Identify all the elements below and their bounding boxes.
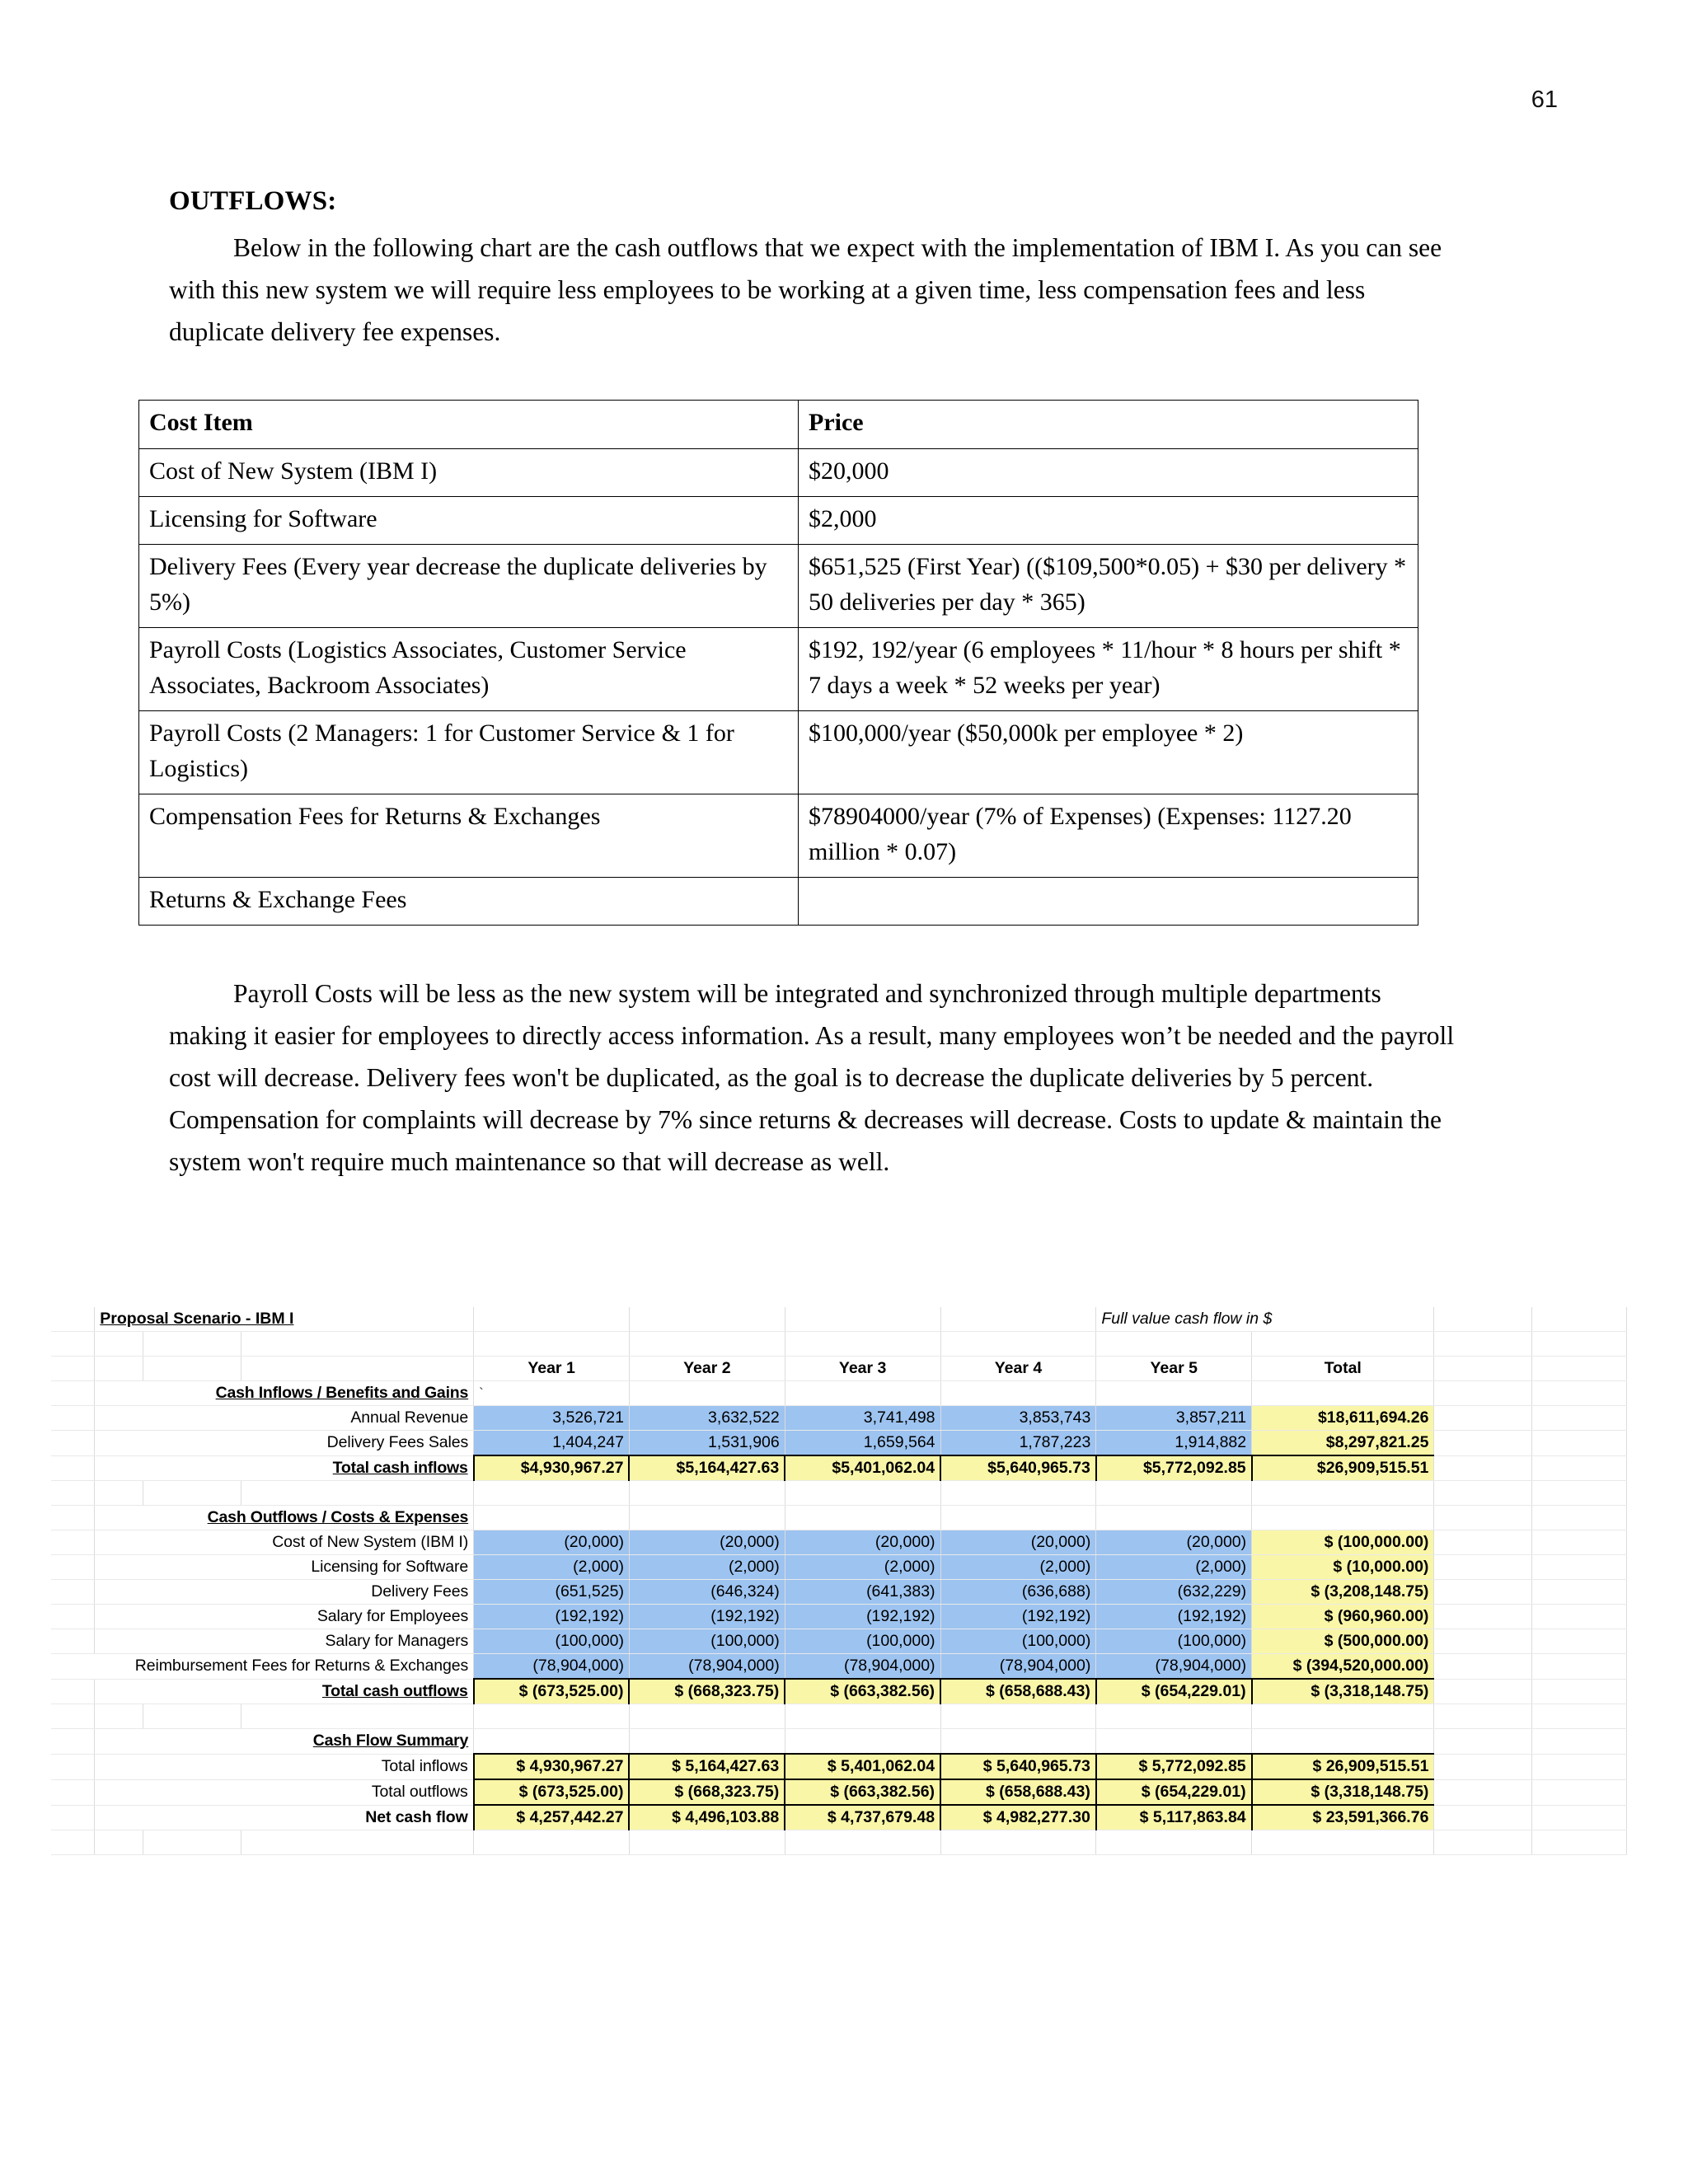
sheet-cell-empty bbox=[629, 1481, 785, 1506]
sheet-cell-empty bbox=[1532, 1332, 1627, 1357]
sheet-cell-empty bbox=[1096, 1481, 1252, 1506]
column-header-cost-item: Cost Item bbox=[139, 401, 799, 449]
cost-item-price-table bbox=[138, 400, 1418, 926]
outflows-section bbox=[169, 188, 1461, 353]
row-label-salary-for-employees: Salary for Employees bbox=[95, 1605, 474, 1629]
cell-summary-total-outflows-year-5: $ (654,229.01) bbox=[1096, 1779, 1252, 1805]
sheet-cell-empty bbox=[629, 1307, 785, 1332]
sheet-cell-empty bbox=[51, 1506, 95, 1530]
column-header-total: Total bbox=[1252, 1357, 1434, 1381]
cell-delivery-fees-sales-year-2: 1,531,906 bbox=[629, 1431, 785, 1456]
cell-total-cash-outflows-year-5: $ (654,229.01) bbox=[1096, 1679, 1252, 1704]
sheet-cell-empty bbox=[1532, 1629, 1627, 1654]
sheet-cell-empty bbox=[95, 1357, 143, 1381]
cell-net-cash-flow-year-5: $ 5,117,863.84 bbox=[1096, 1805, 1252, 1830]
cell-delivery-fees-sales-year-5: 1,914,882 bbox=[1096, 1431, 1252, 1456]
section-heading: OUTFLOWS: bbox=[169, 186, 337, 216]
sheet-cell-empty bbox=[1434, 1357, 1532, 1381]
price-cell: $78904000/year (7% of Expenses) (Expenses: 1127.20 million * 0.07) bbox=[799, 794, 1418, 878]
cell-total-cash-outflows-year-1: $ (673,525.00) bbox=[474, 1679, 630, 1704]
cell-total-cash-outflows-year-4: $ (658,688.43) bbox=[940, 1679, 1096, 1704]
sheet-cell-empty bbox=[785, 1830, 940, 1855]
sheet-cell-empty bbox=[474, 1332, 630, 1357]
intro-paragraph bbox=[169, 227, 1461, 353]
sheet-cell-empty bbox=[51, 1704, 95, 1729]
column-header-year-4: Year 4 bbox=[940, 1357, 1096, 1381]
sheet-cell-empty bbox=[1532, 1805, 1627, 1830]
sheet-cell-empty bbox=[1434, 1381, 1532, 1406]
cell-net-cash-flow-year-1: $ 4,257,442.27 bbox=[474, 1805, 630, 1830]
sheet-cell-empty bbox=[1434, 1455, 1532, 1481]
sheet-summary-row bbox=[51, 1754, 1627, 1779]
sheet-blank-row bbox=[51, 1704, 1627, 1729]
sheet-cell-empty bbox=[51, 1830, 95, 1855]
sheet-cell-empty bbox=[95, 1704, 143, 1729]
table-row bbox=[139, 794, 1418, 878]
column-header-year-2: Year 2 bbox=[629, 1357, 785, 1381]
sheet-cell-empty bbox=[1434, 1555, 1532, 1580]
table-row bbox=[139, 449, 1418, 497]
cash-flow-spreadsheet bbox=[51, 1307, 1627, 1855]
cell-cost-of-new-system-year-2: (20,000) bbox=[629, 1530, 785, 1555]
sheet-cell-empty bbox=[241, 1704, 473, 1729]
price-cell: $20,000 bbox=[799, 449, 1418, 497]
sheet-cell-empty bbox=[1096, 1332, 1252, 1357]
sheet-cell-empty bbox=[51, 1805, 95, 1830]
sheet-cell-empty bbox=[785, 1481, 940, 1506]
column-header-year-1: Year 1 bbox=[474, 1357, 630, 1381]
sheet-cell-empty bbox=[1532, 1357, 1627, 1381]
sheet-cell-empty bbox=[1532, 1381, 1627, 1406]
cell-summary-total-inflows-year-2: $ 5,164,427.63 bbox=[629, 1754, 785, 1779]
closing-section bbox=[169, 972, 1465, 1183]
sheet-cell-empty bbox=[1434, 1779, 1532, 1805]
sheet-cell-empty bbox=[1532, 1605, 1627, 1629]
sheet-cell-empty bbox=[629, 1729, 785, 1755]
sheet-cell-empty bbox=[1096, 1506, 1252, 1530]
column-header-year-3: Year 3 bbox=[785, 1357, 940, 1381]
sheet-cell-empty bbox=[1532, 1455, 1627, 1481]
row-label-cost-of-new-system: Cost of New System (IBM I) bbox=[95, 1530, 474, 1555]
sheet-cell-empty bbox=[940, 1481, 1096, 1506]
sheet-cell-empty bbox=[143, 1357, 241, 1381]
page-number: 61 bbox=[1531, 87, 1558, 113]
cell-total-cash-inflows-year-4: $5,640,965.73 bbox=[940, 1455, 1096, 1481]
sheet-cell-empty bbox=[629, 1704, 785, 1729]
sheet-cell-empty bbox=[474, 1307, 630, 1332]
sheet-cell-empty bbox=[1532, 1431, 1627, 1456]
stray-mark: ` bbox=[474, 1381, 630, 1406]
sheet-cell-empty bbox=[1434, 1481, 1532, 1506]
sheet-note: Full value cash flow in $ bbox=[1096, 1307, 1434, 1332]
sheet-cell-empty bbox=[1252, 1704, 1434, 1729]
sheet-cell-empty bbox=[1434, 1805, 1532, 1830]
row-label-licensing-for-software: Licensing for Software bbox=[95, 1555, 474, 1580]
sheet-section-header-inflows-row bbox=[51, 1381, 1627, 1406]
table-row bbox=[139, 497, 1418, 545]
cell-summary-total-inflows-year-3: $ 5,401,062.04 bbox=[785, 1754, 940, 1779]
cell-salary-employees-year-2: (192,192) bbox=[629, 1605, 785, 1629]
sheet-blank-row bbox=[51, 1332, 1627, 1357]
sheet-cell-empty bbox=[474, 1830, 630, 1855]
sheet-cell-empty bbox=[1434, 1704, 1532, 1729]
sheet-cell-empty bbox=[51, 1629, 95, 1654]
sheet-section-header-summary-row bbox=[51, 1729, 1627, 1755]
sheet-cell-empty bbox=[51, 1729, 95, 1755]
cell-net-cash-flow-year-3: $ 4,737,679.48 bbox=[785, 1805, 940, 1830]
sheet-cell-empty bbox=[1434, 1530, 1532, 1555]
cell-annual-revenue-year-4: 3,853,743 bbox=[940, 1406, 1096, 1431]
sheet-cell-empty bbox=[629, 1506, 785, 1530]
cell-annual-revenue-year-1: 3,526,721 bbox=[474, 1406, 630, 1431]
cell-total-cash-outflows-total: $ (3,318,148.75) bbox=[1252, 1679, 1434, 1704]
sheet-cell-empty bbox=[785, 1506, 940, 1530]
cell-delivery-fees-total: $ (3,208,148.75) bbox=[1252, 1580, 1434, 1605]
sheet-cell-empty bbox=[940, 1704, 1096, 1729]
cell-salary-managers-year-3: (100,000) bbox=[785, 1629, 940, 1654]
cell-summary-total-inflows-year-1: $ 4,930,967.27 bbox=[474, 1754, 630, 1779]
sheet-cell-empty bbox=[1434, 1754, 1532, 1779]
cell-cost-of-new-system-total: $ (100,000.00) bbox=[1252, 1530, 1434, 1555]
cell-delivery-fees-year-5: (632,229) bbox=[1096, 1580, 1252, 1605]
cell-delivery-fees-year-4: (636,688) bbox=[940, 1580, 1096, 1605]
cell-total-cash-outflows-year-2: $ (668,323.75) bbox=[629, 1679, 785, 1704]
sheet-cell-empty bbox=[51, 1332, 95, 1357]
sheet-cell-empty bbox=[143, 1481, 241, 1506]
cost-item-cell: Payroll Costs (2 Managers: 1 for Customer Service & 1 for Logistics) bbox=[139, 711, 799, 794]
cell-cost-of-new-system-year-3: (20,000) bbox=[785, 1530, 940, 1555]
sheet-cell-empty bbox=[143, 1830, 241, 1855]
cell-summary-total-outflows-year-4: $ (658,688.43) bbox=[940, 1779, 1096, 1805]
sheet-data-row bbox=[51, 1530, 1627, 1555]
sheet-cell-empty bbox=[474, 1704, 630, 1729]
sheet-title: Proposal Scenario - IBM I bbox=[95, 1307, 474, 1332]
sheet-cell-empty bbox=[1252, 1506, 1434, 1530]
sheet-cell-empty bbox=[1434, 1679, 1532, 1704]
sheet-cell-empty bbox=[1532, 1530, 1627, 1555]
cost-item-cell: Payroll Costs (Logistics Associates, Customer Service Associates, Backroom Associates) bbox=[139, 628, 799, 711]
sheet-cell-empty bbox=[940, 1506, 1096, 1530]
sheet-cell-empty bbox=[1532, 1481, 1627, 1506]
cell-salary-employees-year-3: (192,192) bbox=[785, 1605, 940, 1629]
cell-delivery-fees-sales-year-4: 1,787,223 bbox=[940, 1431, 1096, 1456]
cell-reimbursement-year-2: (78,904,000) bbox=[629, 1654, 785, 1680]
cell-reimbursement-year-5: (78,904,000) bbox=[1096, 1654, 1252, 1680]
cell-reimbursement-total: $ (394,520,000.00) bbox=[1252, 1654, 1434, 1680]
row-label-total-cash-inflows: Total cash inflows bbox=[95, 1455, 474, 1481]
cell-total-cash-inflows-year-5: $5,772,092.85 bbox=[1096, 1455, 1252, 1481]
cell-cost-of-new-system-year-5: (20,000) bbox=[1096, 1530, 1252, 1555]
sheet-cell-empty bbox=[1532, 1580, 1627, 1605]
sheet-cell-empty bbox=[1252, 1729, 1434, 1755]
cell-delivery-fees-sales-year-3: 1,659,564 bbox=[785, 1431, 940, 1456]
cell-cost-of-new-system-year-4: (20,000) bbox=[940, 1530, 1096, 1555]
row-label-reimbursement-fees: Reimbursement Fees for Returns & Exchanges bbox=[51, 1654, 474, 1680]
sheet-cell-empty bbox=[143, 1332, 241, 1357]
sheet-cell-empty bbox=[785, 1381, 940, 1406]
cell-salary-managers-year-1: (100,000) bbox=[474, 1629, 630, 1654]
cell-net-cash-flow-year-4: $ 4,982,277.30 bbox=[940, 1805, 1096, 1830]
cell-licensing-total: $ (10,000.00) bbox=[1252, 1555, 1434, 1580]
sheet-data-row bbox=[51, 1406, 1627, 1431]
cell-net-cash-flow-year-2: $ 4,496,103.88 bbox=[629, 1805, 785, 1830]
cell-total-cash-outflows-year-3: $ (663,382.56) bbox=[785, 1679, 940, 1704]
sheet-cell-empty bbox=[1532, 1506, 1627, 1530]
row-label-net-cash-flow: Net cash flow bbox=[95, 1805, 474, 1830]
sheet-cell-empty bbox=[629, 1830, 785, 1855]
sheet-cell-empty bbox=[1434, 1654, 1532, 1680]
sheet-cell-empty bbox=[1532, 1679, 1627, 1704]
row-label-delivery-fees-sales: Delivery Fees Sales bbox=[95, 1431, 474, 1456]
sheet-cell-empty bbox=[1252, 1381, 1434, 1406]
row-label-total-cash-outflows: Total cash outflows bbox=[95, 1679, 474, 1704]
sheet-cell-empty bbox=[474, 1506, 630, 1530]
sheet-cell-empty bbox=[1252, 1830, 1434, 1855]
cell-licensing-year-4: (2,000) bbox=[940, 1555, 1096, 1580]
cell-total-cash-inflows-year-3: $5,401,062.04 bbox=[785, 1455, 940, 1481]
cell-licensing-year-3: (2,000) bbox=[785, 1555, 940, 1580]
sheet-cell-empty bbox=[51, 1431, 95, 1456]
sheet-cell-empty bbox=[940, 1307, 1096, 1332]
sheet-data-row bbox=[51, 1555, 1627, 1580]
section-header-outflows: Cash Outflows / Costs & Expenses bbox=[95, 1506, 474, 1530]
row-label-summary-total-inflows: Total inflows bbox=[95, 1754, 474, 1779]
sheet-summary-row bbox=[51, 1805, 1627, 1830]
row-label-summary-total-outflows: Total outflows bbox=[95, 1779, 474, 1805]
sheet-cell-empty bbox=[1532, 1754, 1627, 1779]
sheet-cell-empty bbox=[51, 1455, 95, 1481]
sheet-blank-row bbox=[51, 1830, 1627, 1855]
sheet-total-row bbox=[51, 1679, 1627, 1704]
cell-delivery-fees-sales-total: $8,297,821.25 bbox=[1252, 1431, 1434, 1456]
cell-annual-revenue-year-2: 3,632,522 bbox=[629, 1406, 785, 1431]
sheet-data-row bbox=[51, 1431, 1627, 1456]
sheet-data-row bbox=[51, 1654, 1627, 1680]
cost-item-cell: Licensing for Software bbox=[139, 497, 799, 545]
sheet-cell-empty bbox=[51, 1580, 95, 1605]
cell-delivery-fees-year-2: (646,324) bbox=[629, 1580, 785, 1605]
sheet-cell-empty bbox=[51, 1481, 95, 1506]
cell-salary-managers-year-5: (100,000) bbox=[1096, 1629, 1252, 1654]
cell-total-cash-inflows-year-2: $5,164,427.63 bbox=[629, 1455, 785, 1481]
cost-item-cell: Returns & Exchange Fees bbox=[139, 878, 799, 926]
sheet-total-row bbox=[51, 1455, 1627, 1481]
cell-reimbursement-year-3: (78,904,000) bbox=[785, 1654, 940, 1680]
sheet-cell-empty bbox=[1532, 1307, 1627, 1332]
sheet-title-row bbox=[51, 1307, 1627, 1332]
cost-item-cell: Cost of New System (IBM I) bbox=[139, 449, 799, 497]
column-header-price: Price bbox=[799, 401, 1418, 449]
intro-paragraph-text: Below in the following chart are the cash outflows that we expect with the implementation of IBM I. As you can see with this new system we will require less employees to be working at a given time, less compensation fees and less duplicate delivery fee expenses. bbox=[169, 233, 1442, 346]
cell-delivery-fees-sales-year-1: 1,404,247 bbox=[474, 1431, 630, 1456]
sheet-cell-empty bbox=[1096, 1704, 1252, 1729]
sheet-data-row bbox=[51, 1580, 1627, 1605]
sheet-cell-empty bbox=[1434, 1605, 1532, 1629]
sheet-data-row bbox=[51, 1629, 1627, 1654]
sheet-cell-empty bbox=[629, 1332, 785, 1357]
section-header-inflows: Cash Inflows / Benefits and Gains bbox=[95, 1381, 474, 1406]
sheet-cell-empty bbox=[940, 1381, 1096, 1406]
sheet-cell-empty bbox=[1532, 1729, 1627, 1755]
cell-reimbursement-year-4: (78,904,000) bbox=[940, 1654, 1096, 1680]
cell-annual-revenue-year-3: 3,741,498 bbox=[785, 1406, 940, 1431]
table-row bbox=[139, 878, 1418, 926]
price-cell: $100,000/year ($50,000k per employee * 2) bbox=[799, 711, 1418, 794]
sheet-cell-empty bbox=[474, 1729, 630, 1755]
cell-total-cash-inflows-total: $26,909,515.51 bbox=[1252, 1455, 1434, 1481]
sheet-cell-empty bbox=[1434, 1629, 1532, 1654]
sheet-cell-empty bbox=[1532, 1779, 1627, 1805]
sheet-cell-empty bbox=[785, 1332, 940, 1357]
table-row bbox=[139, 628, 1418, 711]
sheet-cell-empty bbox=[940, 1729, 1096, 1755]
cell-salary-managers-total: $ (500,000.00) bbox=[1252, 1629, 1434, 1654]
sheet-cell-empty bbox=[1434, 1506, 1532, 1530]
sheet-cell-empty bbox=[1434, 1406, 1532, 1431]
sheet-cell-empty bbox=[1252, 1332, 1434, 1357]
cell-licensing-year-1: (2,000) bbox=[474, 1555, 630, 1580]
price-cell bbox=[799, 878, 1418, 926]
cell-summary-total-outflows-year-3: $ (663,382.56) bbox=[785, 1779, 940, 1805]
sheet-cell-empty bbox=[629, 1381, 785, 1406]
cost-item-cell: Delivery Fees (Every year decrease the duplicate deliveries by 5%) bbox=[139, 545, 799, 628]
cell-summary-total-inflows-year-5: $ 5,772,092.85 bbox=[1096, 1754, 1252, 1779]
sheet-cell-empty bbox=[1434, 1332, 1532, 1357]
table-row bbox=[139, 711, 1418, 794]
cell-salary-managers-year-2: (100,000) bbox=[629, 1629, 785, 1654]
price-cell: $2,000 bbox=[799, 497, 1418, 545]
sheet-cell-empty bbox=[51, 1605, 95, 1629]
cell-cost-of-new-system-year-1: (20,000) bbox=[474, 1530, 630, 1555]
cell-total-cash-inflows-year-1: $4,930,967.27 bbox=[474, 1455, 630, 1481]
section-header-summary: Cash Flow Summary bbox=[95, 1729, 474, 1755]
row-label-salary-for-managers: Salary for Managers bbox=[95, 1629, 474, 1654]
sheet-cell-empty bbox=[1434, 1830, 1532, 1855]
cell-salary-managers-year-4: (100,000) bbox=[940, 1629, 1096, 1654]
sheet-cell-empty bbox=[1096, 1381, 1252, 1406]
cell-licensing-year-2: (2,000) bbox=[629, 1555, 785, 1580]
sheet-column-header-row bbox=[51, 1357, 1627, 1381]
sheet-cell-empty bbox=[241, 1830, 473, 1855]
sheet-cell-empty bbox=[1532, 1555, 1627, 1580]
sheet-cell-empty bbox=[1096, 1729, 1252, 1755]
table-row bbox=[139, 545, 1418, 628]
cell-reimbursement-year-1: (78,904,000) bbox=[474, 1654, 630, 1680]
cell-salary-employees-total: $ (960,960.00) bbox=[1252, 1605, 1434, 1629]
sheet-cell-empty bbox=[95, 1332, 143, 1357]
sheet-cell-empty bbox=[51, 1679, 95, 1704]
sheet-cell-empty bbox=[1532, 1704, 1627, 1729]
cell-summary-total-outflows-total: $ (3,318,148.75) bbox=[1252, 1779, 1434, 1805]
sheet-cell-empty bbox=[940, 1332, 1096, 1357]
row-label-annual-revenue: Annual Revenue bbox=[95, 1406, 474, 1431]
sheet-cell-empty bbox=[143, 1704, 241, 1729]
cell-salary-employees-year-5: (192,192) bbox=[1096, 1605, 1252, 1629]
sheet-cell-empty bbox=[1096, 1830, 1252, 1855]
sheet-cell-empty bbox=[51, 1779, 95, 1805]
sheet-cell-empty bbox=[51, 1307, 95, 1332]
cell-salary-employees-year-1: (192,192) bbox=[474, 1605, 630, 1629]
sheet-blank-row bbox=[51, 1481, 1627, 1506]
cell-summary-total-outflows-year-2: $ (668,323.75) bbox=[629, 1779, 785, 1805]
sheet-cell-empty bbox=[241, 1332, 473, 1357]
sheet-cell-empty bbox=[241, 1357, 473, 1381]
sheet-cell-empty bbox=[1532, 1830, 1627, 1855]
cell-summary-total-outflows-year-1: $ (673,525.00) bbox=[474, 1779, 630, 1805]
row-label-delivery-fees: Delivery Fees bbox=[95, 1580, 474, 1605]
cell-net-cash-flow-total: $ 23,591,366.76 bbox=[1252, 1805, 1434, 1830]
sheet-section-header-outflows-row bbox=[51, 1506, 1627, 1530]
price-cell: $192, 192/year (6 employees * 11/hour * 8 hours per shift * 7 days a week * 52 weeks per year) bbox=[799, 628, 1418, 711]
cell-salary-employees-year-4: (192,192) bbox=[940, 1605, 1096, 1629]
sheet-summary-row bbox=[51, 1779, 1627, 1805]
sheet-cell-empty bbox=[474, 1481, 630, 1506]
sheet-cell-empty bbox=[1434, 1431, 1532, 1456]
sheet-cell-empty bbox=[51, 1530, 95, 1555]
cell-licensing-year-5: (2,000) bbox=[1096, 1555, 1252, 1580]
cell-annual-revenue-total: $18,611,694.26 bbox=[1252, 1406, 1434, 1431]
cell-delivery-fees-year-1: (651,525) bbox=[474, 1580, 630, 1605]
column-header-year-5: Year 5 bbox=[1096, 1357, 1252, 1381]
sheet-cell-empty bbox=[785, 1704, 940, 1729]
sheet-cell-empty bbox=[51, 1381, 95, 1406]
sheet-cell-empty bbox=[51, 1357, 95, 1381]
sheet-cell-empty bbox=[1252, 1481, 1434, 1506]
sheet-cell-empty bbox=[1532, 1406, 1627, 1431]
sheet-cell-empty bbox=[95, 1481, 143, 1506]
sheet-cell-empty bbox=[95, 1830, 143, 1855]
price-cell: $651,525 (First Year) (($109,500*0.05) + $30 per delivery * 50 deliveries per day * 365) bbox=[799, 545, 1418, 628]
sheet-cell-empty bbox=[785, 1307, 940, 1332]
cell-summary-total-inflows-total: $ 26,909,515.51 bbox=[1252, 1754, 1434, 1779]
sheet-cell-empty bbox=[1434, 1307, 1532, 1332]
sheet-cell-empty bbox=[940, 1830, 1096, 1855]
closing-paragraph-text: Payroll Costs will be less as the new system will be integrated and synchronized through multiple departments making it easier for employees to directly access information. As a result, many employees won’t be needed and the payroll cost will decrease. Delivery fees won't be duplicated, as the goal is to decrease the duplicate deliveries by 5 percent. Compensation for complaints will decrease by 7% since returns & decreases will decrease. Costs to update & maintain the system won't require much maintenance so that will decrease as well. bbox=[169, 979, 1455, 1176]
cost-item-cell: Compensation Fees for Returns & Exchanges bbox=[139, 794, 799, 878]
sheet-cell-empty bbox=[785, 1729, 940, 1755]
sheet-cell-empty bbox=[1434, 1729, 1532, 1755]
closing-paragraph bbox=[169, 972, 1465, 1183]
sheet-cell-empty bbox=[241, 1481, 473, 1506]
sheet-cell-empty bbox=[1434, 1580, 1532, 1605]
table-header-row bbox=[139, 401, 1418, 449]
cell-delivery-fees-year-3: (641,383) bbox=[785, 1580, 940, 1605]
sheet-cell-empty bbox=[51, 1406, 95, 1431]
sheet-cell-empty bbox=[51, 1754, 95, 1779]
cell-annual-revenue-year-5: 3,857,211 bbox=[1096, 1406, 1252, 1431]
sheet-cell-empty bbox=[51, 1555, 95, 1580]
cell-summary-total-inflows-year-4: $ 5,640,965.73 bbox=[940, 1754, 1096, 1779]
sheet-cell-empty bbox=[1532, 1654, 1627, 1680]
sheet-data-row bbox=[51, 1605, 1627, 1629]
